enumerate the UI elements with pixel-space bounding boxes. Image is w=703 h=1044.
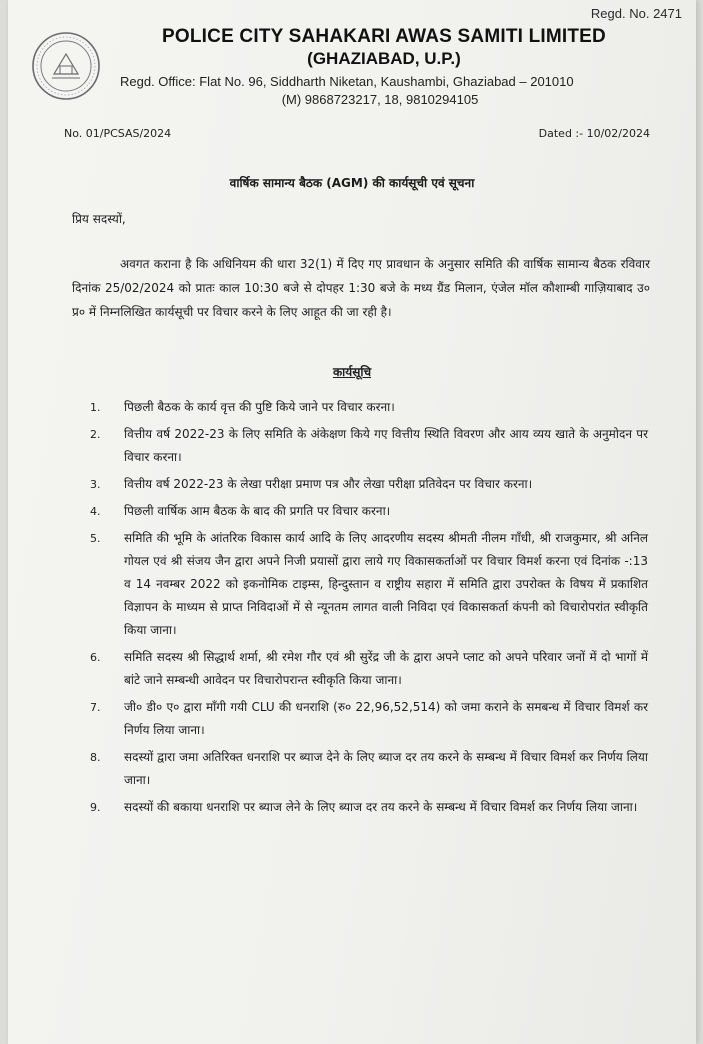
agenda-item xyxy=(90,696,648,742)
agenda-item-text: समिति सदस्य श्री सिद्धार्थ शर्मा, श्री रमेश गौर एवं श्री सुरेंद्र जी के द्वारा अपने प्लाट को अपने परिवार जनों में दो भागों में बांटे जाने सम्बन्धी आवेदन पर विचारोपरान्त स्वीकृति किया जाना। xyxy=(124,650,648,687)
agenda-item-number: 4. xyxy=(90,505,101,518)
agenda-item-text: वित्तीय वर्ष 2022-23 के लेखा परीक्षा प्रमाण पत्र और लेखा परीक्षा प्रतिवेदन पर विचार करना। xyxy=(124,477,533,491)
organization-location: (GHAZIABAD, U.P.) xyxy=(307,49,461,68)
agenda-item-text: वित्तीय वर्ष 2022-23 के लिए समिति के अंकेक्षण किये गए वित्तीय स्थिति विवरण और आय व्यय खाते के अनुमोदन पर विचार करना। xyxy=(124,427,648,464)
agenda-item-number: 8. xyxy=(90,751,101,764)
agenda-item xyxy=(90,423,648,469)
agenda-item xyxy=(90,796,648,819)
agenda-item-text: सदस्यों की बकाया धनराशि पर ब्याज लेने के लिए ब्याज दर तय करने के सम्बन्ध में विचार विमर्श कर निर्णय लिया जाना। xyxy=(124,800,638,814)
salutation: प्रिय सदस्यों, xyxy=(72,212,126,226)
agenda-item-number: 6. xyxy=(90,651,101,664)
agenda-item-text: सदस्यों द्वारा जमा अतिरिक्त धनराशि पर ब्याज देने के लिए ब्याज दर तय करने के सम्बन्ध में विचार विमर्श कर निर्णय लिया जाना। xyxy=(124,750,648,787)
agenda-item-number: 3. xyxy=(90,478,101,491)
organization-name: POLICE CITY SAHAKARI AWAS SAMITI LIMITED xyxy=(162,26,606,47)
agenda-item-number: 1. xyxy=(90,401,101,414)
agenda-item-number: 2. xyxy=(90,428,101,441)
document-title: वार्षिक सामान्य बैठक (AGM) की कार्यसूची एवं सूचना xyxy=(229,176,475,190)
agenda-item-text: जी० डी० ए० द्वारा माँगी गयी CLU की धनराशि (रु० 22,96,52,514) को जमा कराने के समबन्ध में विचार विमर्श कर निर्णय लिया जाना। xyxy=(124,700,648,737)
agenda-item xyxy=(90,646,648,692)
agenda-item-text: समिति की भूमि के आंतरिक विकास कार्य आदि के लिए आदरणीय सदस्य श्रीमती नीलम गाँधी, श्री राजकुमार, श्री अनिल गोयल एवं श्री संजय जैन द्वारा अपने निजी प्रयासों द्वारा लाये गए विकासकर्ताओं पर विचार विमर्श करना एवं दिनांक -:13 व 14 नवम्बर 2022 को इकनोमिक टाइम्स, हिन्दुस्तान व राष्ट्रीय सहारा में समिति द्वारा उपरोक्त के विषय में प्रकाशित विज्ञापन के माध्यम से प्राप्त निविदाओं में से न्यूनतम लागत वाली निविदा एवं विकासकर्ता कंपनी को विचारोपरांत स्वीकृति किया जाना। xyxy=(124,531,648,637)
agenda-item-number: 9. xyxy=(90,801,101,814)
society-seal-icon xyxy=(30,30,102,102)
document-page xyxy=(8,0,696,1044)
agenda-item xyxy=(90,473,648,496)
intro-paragraph: अवगत कराना है कि अधिनियम की धारा 32(1) में दिए गए प्रावधान के अनुसार समिति की वार्षिक सामान्य बैठक रविवार दिनांक 25/02/2024 को प्रातः काल 10:30 बजे से दोपहर 1:30 बजे के मध्य ग्रैंड मिलान, एंजेल मॉल कौशाम्बी गाज़ियाबाद उ० प्र० में निम्नलिखित कार्यसूची पर विचार करने के लिए आहूत की जा रही है। xyxy=(72,257,650,319)
reference-number: No. 01/PCSAS/2024 xyxy=(64,127,172,140)
contact-phone-numbers: (M) 9868723217, 18, 9810294105 xyxy=(281,92,479,107)
registered-office-address: Regd. Office: Flat No. 96, Siddharth Niketan, Kaushambi, Ghaziabad – 201010 xyxy=(120,74,574,89)
agenda-item xyxy=(90,396,648,419)
agenda-list xyxy=(90,396,648,823)
agenda-heading: कार्यसूचि xyxy=(332,365,372,379)
reference-date: Dated :- 10/02/2024 xyxy=(538,127,650,140)
agenda-item-text: पिछली वार्षिक आम बैठक के बाद की प्रगति पर विचार करना। xyxy=(124,504,391,518)
agenda-item xyxy=(90,500,648,523)
registration-number: Regd. No. 2471 xyxy=(590,6,682,21)
agenda-item-number: 7. xyxy=(90,701,101,714)
agenda-item-number: 5. xyxy=(90,532,101,545)
agenda-item-text: पिछली बैठक के कार्य वृत्त की पुष्टि किये जाने पर विचार करना। xyxy=(124,400,395,414)
agenda-item xyxy=(90,746,648,792)
agenda-item xyxy=(90,527,648,642)
